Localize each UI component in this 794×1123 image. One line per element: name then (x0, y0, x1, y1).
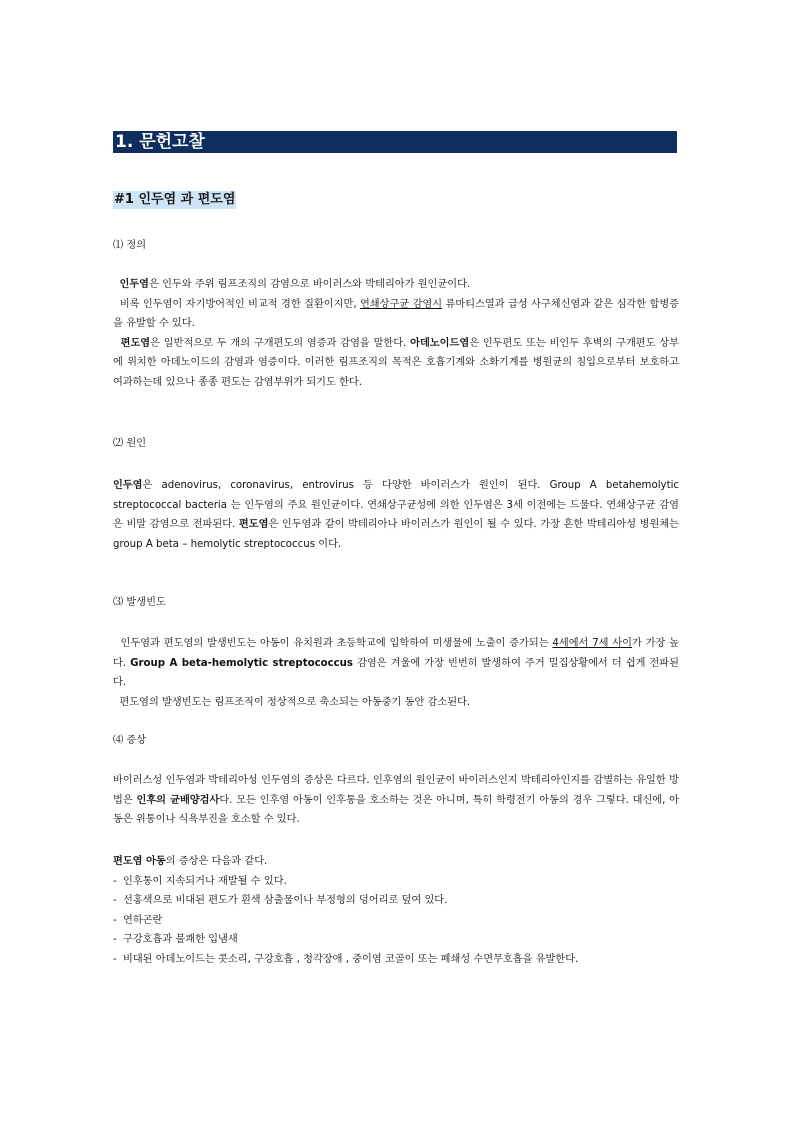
text: 편도염의 발생빈도는 림프조직이 정상적으로 축소되는 아동중기 동안 감소된다. (119, 696, 471, 708)
list-item (113, 950, 679, 970)
cause-heading (113, 434, 679, 454)
text: 은 인두와 주위 림프조직의 감염으로 바이러스와 박테리아가 원인균이다. (149, 279, 471, 290)
text: 다. 모든 인후염 아동이 인후통을 호소하는 것은 아니며, 특히 학령전기 아동의 경우 그렇다. 대신에, 아동은 위통이나 식욕부진을 호소할 수 있다. (113, 794, 680, 826)
bold-text: 인후의 균배양검사 (136, 794, 220, 806)
symptom-list (113, 872, 679, 970)
symptom-body (113, 771, 679, 830)
list-item (113, 930, 679, 950)
dash-bullet: - (113, 914, 117, 926)
text: 감염은 겨울에 가장 빈번히 발생하여 주거 밀집상황에서 더 쉽게 전파된다. (113, 657, 679, 689)
definition-paragraph-2 (113, 295, 679, 334)
text: 가 가장 높다. (113, 638, 679, 669)
term-pharyngitis: 인두염 (113, 480, 143, 491)
list-item (113, 911, 679, 931)
text: 류마티스열과 급성 사구체신염과 같은 심각한 합병증을 유발할 수 있다. (113, 298, 680, 330)
cause-paragraph (113, 476, 679, 554)
text: 비록 인두염이 자기방어적인 비교적 경한 질환이지만, (119, 298, 360, 310)
section-title: 1. 문헌고찰 (113, 131, 677, 153)
definition-heading (113, 236, 679, 256)
text: 은 adenovirus, coronavirus, entrovirus 등 다양한 바이러스가 원인이 된다. Group A betahemolytic streptococcal bacteria 는 인두염의 주요 원인균이다. 연쇄상구균성에 의한 인두염은 3세 이전에는 드물다. 연쇄상구균 감염은 비말 감염으로 전파된다. (113, 480, 679, 531)
symptom-heading-text: ⑷ 증상 (113, 735, 147, 746)
cause-heading-text: ⑵ 원인 (113, 438, 147, 449)
symptom-paragraph (113, 771, 679, 830)
text: 은 인두염과 같이 박테리아나 바이러스가 원인이 될 수 있다. 가장 흔한 박테리아성 병원체는 group A beta – hemolytic streptococcus 이다. (113, 519, 680, 550)
dash-bullet: - (113, 953, 117, 965)
definition-paragraph-1 (113, 275, 679, 295)
dash-bullet: - (113, 934, 117, 946)
definition-paragraph-3 (113, 334, 679, 393)
term-pharyngitis: 인두염 (119, 279, 150, 290)
symptom-list-intro (113, 852, 679, 872)
text: 은 일반적으로 두 개의 구개편도의 염증과 감염을 말한다. (150, 337, 411, 349)
text: 은 인두편도 또는 비인두 후벽의 구개편도 상부에 위치한 아데노이드의 감염과 염증이다. 이러한 림프조직의 목적은 호흡기계와 소화기계를 병원균의 침입으로부터 보호하고 여과하는데 있으나 종종 편도는 감염부위가 되기도 한다. (113, 337, 679, 388)
dash-bullet: - (113, 895, 117, 907)
list-item-text: 구강호흡과 불쾌한 입냄새 (123, 934, 238, 946)
text: 인두염과 편도염의 발생빈도는 아동이 유치원과 초등학교에 입학하여 미생물에 노출이 증가되는 (120, 638, 553, 649)
term-tonsillitis: 편도염 (120, 337, 151, 349)
term-adenoiditis: 아데노이드염 (410, 337, 470, 349)
bold-text: Group A beta-hemolytic streptococcus (130, 657, 354, 669)
symptom-list-block (113, 852, 679, 970)
incidence-heading (113, 593, 679, 613)
symptom-heading (113, 731, 679, 751)
definition-body (113, 275, 679, 393)
bold-text: 편도염 아동 (113, 856, 166, 867)
text: 바이러스성 인두염과 박테리아성 인두염의 증상은 다르다. 인후염의 원인균이 바이러스인지 박테리아인지를 감별하는 유일한 방법은 (113, 775, 679, 806)
subsection-title: #1 인두염 과 편도염 (114, 192, 236, 207)
definition-heading-text: ⑴ 정의 (113, 240, 147, 251)
list-item-text: 비대된 아데노이드는 콧소리, 구강호흡 , 청각장애 , 중이염 코골이 또는 폐쇄성 수면무호흡을 유발한다. (123, 953, 579, 965)
incidence-body (113, 634, 679, 712)
cause-body (113, 476, 679, 554)
underlined-text: 연쇄상구균 감염시 (359, 298, 443, 310)
list-item (113, 891, 679, 911)
text: 의 증상은 다음과 같다. (165, 856, 268, 867)
term-tonsillitis: 편도염 (238, 519, 269, 531)
incidence-paragraph-2 (113, 693, 679, 713)
underlined-text: 4세에서 7세 사이 (552, 638, 633, 649)
list-item-text: 연하곤란 (123, 914, 163, 926)
incidence-heading-text: ⑶ 발생빈도 (113, 597, 166, 608)
list-item (113, 872, 679, 892)
list-item-text: 인후통이 지속되거나 재발될 수 있다. (123, 875, 287, 887)
incidence-paragraph-1 (113, 634, 679, 693)
list-item-text: 선홍색으로 비대된 편도가 흰색 삼출물이나 부정형의 덩어리로 덮여 있다. (123, 895, 448, 907)
dash-bullet: - (113, 875, 117, 887)
